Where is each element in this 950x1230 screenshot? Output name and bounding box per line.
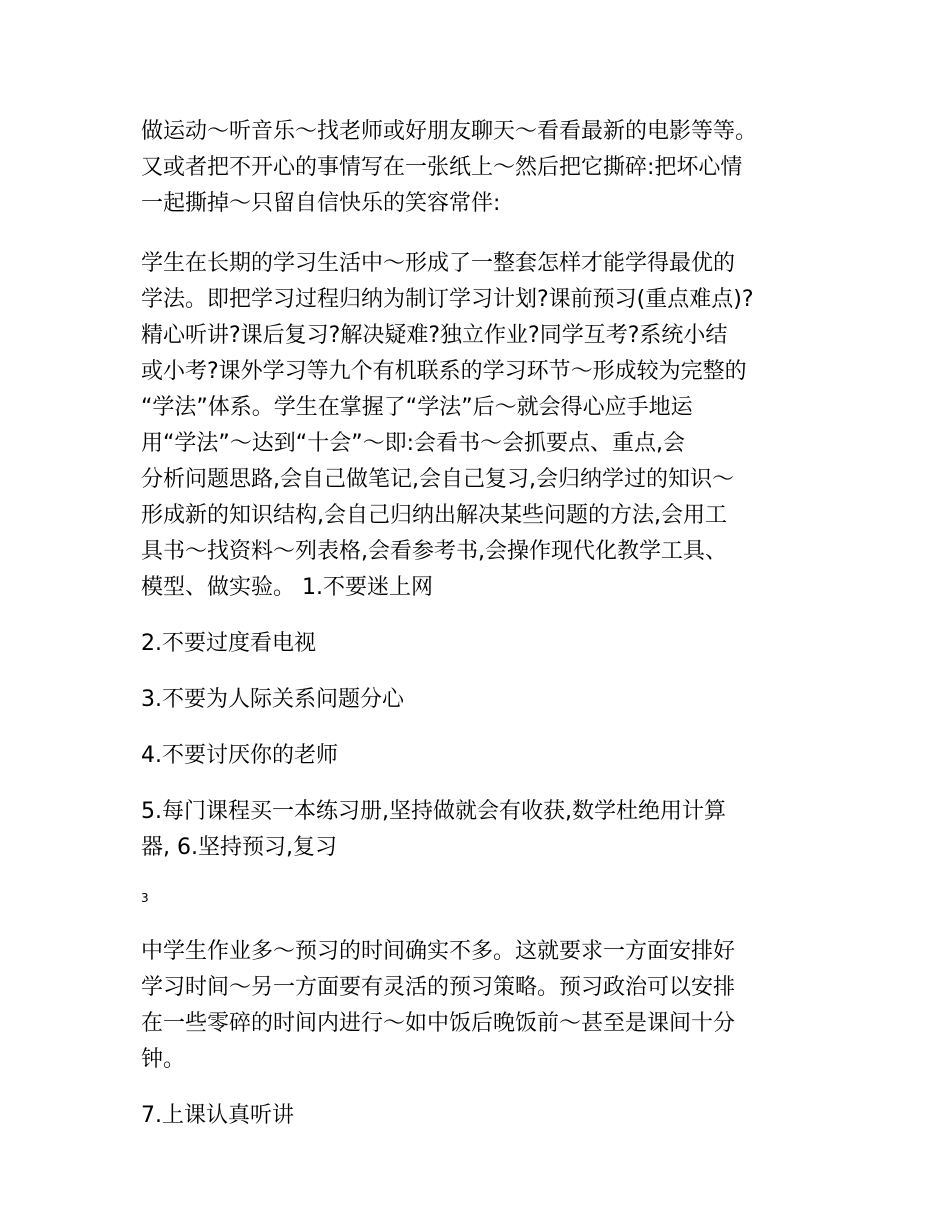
text-line: 或小考?课外学习等九个有机联系的学习环节～形成较为完整的 [141,359,747,384]
text-line: 学习时间～另一方面要有灵活的预习策略。预习政治可以安排 [141,975,736,1000]
text-line: 钟。 [141,1047,186,1072]
page-number: 3 [141,891,149,905]
text-line: 学生在长期的学习生活中～形成了一整套怎样才能学得最优的 [141,251,736,276]
paragraph-2 [141,246,831,606]
list-item-5 [141,794,831,866]
list-item-4: 4.不要讨厌你的老师 [141,743,338,768]
text-line: 中学生作业多～预习的时间确实不多。这就要求一方面安排好 [141,939,736,964]
text-line: 器, 6.坚持预习,复习 [141,835,337,860]
paragraph-3 [141,934,831,1078]
text-line: 做运动～听音乐～找老师或好朋友聊天～看看最新的电影等等。 [141,119,758,144]
text-line: 一起撕掉～只留自信快乐的笑容常伴: [141,191,501,216]
text-line: “学法”体系。学生在掌握了“学法”后～就会得心应手地运 [141,395,693,420]
document-page [141,114,831,1134]
text-line: 形成新的知识结构,会自己归纳出解决某些问题的方法,会用工 [141,503,727,528]
text-line: 用“学法”～达到“十会”～即:会看书～会抓要点、重点,会 [141,431,685,456]
paragraph-1 [141,114,831,222]
text-line: 5.每门课程买一本练习册,坚持做就会有收获,数学杜绝用计算 [141,799,726,824]
text-line: 具书～找资料～列表格,会看参考书,会操作现代化教学工具、 [141,539,727,564]
text-line: 学法。即把学习过程归纳为制订学习计划?课前预习(重点难点)? [141,287,754,312]
text-line: 又或者把不开心的事情写在一张纸上～然后把它撕碎:把坏心情 [141,155,743,180]
text-line: 分析问题思路,会自己做笔记,会自己复习,会归纳学过的知识～ [141,467,734,492]
text-line: 在一些零碎的时间内进行～如中饭后晚饭前～甚至是课间十分 [141,1011,736,1036]
text-line: 精心听讲?课后复习?解决疑难?独立作业?同学互考?系统小结 [141,323,728,348]
list-item-7: 7.上课认真听讲 [141,1103,294,1128]
text-line: 模型、做实验。 1.不要迷上网 [141,575,433,600]
list-item-2: 2.不要过度看电视 [141,631,316,656]
list-item-3: 3.不要为人际关系问题分心 [141,687,404,712]
